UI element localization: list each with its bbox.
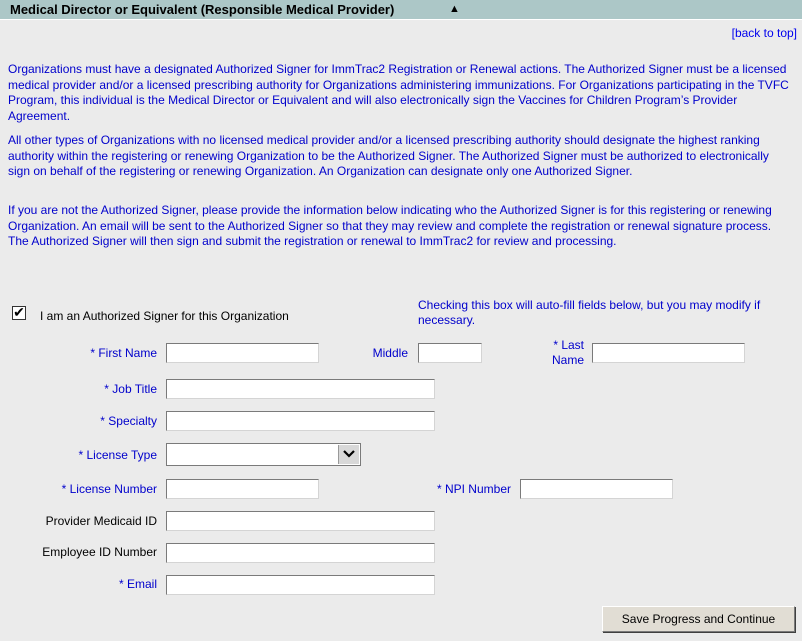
section-header — [0, 0, 802, 20]
middle-name-input[interactable] — [418, 343, 482, 363]
first-name-label: * First Name — [90, 346, 157, 360]
license-type-label: * License Type — [78, 448, 157, 462]
email-input[interactable] — [166, 575, 435, 595]
employee-id-input[interactable] — [166, 543, 435, 563]
job-title-label: * Job Title — [104, 382, 157, 396]
npi-number-label: * NPI Number — [436, 482, 511, 496]
last-name-input[interactable] — [592, 343, 745, 363]
first-name-input[interactable] — [166, 343, 319, 363]
authorized-signer-checkbox[interactable]: ✔ — [13, 304, 25, 320]
middle-name-label: Middle — [372, 346, 408, 360]
last-name-label-line1: * Last — [553, 338, 584, 352]
license-type-select[interactable] — [166, 443, 361, 466]
job-title-input[interactable] — [166, 379, 435, 399]
authorized-signer-label: I am an Authorized Signer for this Organization — [40, 309, 289, 323]
specialty-input[interactable] — [166, 411, 435, 431]
email-label: * Email — [118, 577, 157, 591]
section-title: Medical Director or Equivalent (Responsible Medical Provider) — [10, 2, 395, 17]
intro-paragraph-3: If you are not the Authorized Signer, please provide the information below indicating who the Authorized Signer is for this registering or renewing Organization. An email will be sent to the Authorized Signer so that they may review and complete the registration or renewal signature process. The Authorized Signer will then sign and submit the registration or renewal to ImmTrac2 for review and processing. — [8, 203, 772, 248]
license-number-input[interactable] — [166, 479, 319, 499]
auto-fill-note: Checking this box will auto-fill fields below, but you may modify if necessary. — [418, 298, 761, 327]
npi-number-input[interactable] — [520, 479, 673, 499]
intro-paragraph-2: All other types of Organizations with no licensed medical provider and/or a licensed prescribing authority should designate the highest ranking authority within the registering or renewing Organization to be the Authorized Signer. The Authorized Signer must be authorized to electronically sign on behalf of the registering or renewing Organization. An Organization can designate only one Authorized Signer. — [8, 133, 769, 178]
last-name-label-line2: Name — [551, 353, 584, 367]
license-number-label: * License Number — [61, 482, 157, 496]
save-progress-continue-button[interactable]: Save Progress and Continue — [602, 606, 795, 632]
employee-id-label: Employee ID Number — [42, 545, 157, 559]
specialty-label: * Specialty — [100, 414, 157, 428]
intro-paragraph-1: Organizations must have a designated Authorized Signer for ImmTrac2 Registration or Renewal actions. The Authorized Signer must be a licensed medical provider and/or a licensed prescribing authority for Organizations administering immunizations. For Organizations participating in the TVFC Program, this individual is the Medical Director or Equivalent and will also electronically sign the Vaccines for Children Program’s Provider Agreement. — [8, 62, 789, 123]
back-to-top-link[interactable]: [back to top] — [731, 26, 797, 40]
provider-medicaid-input[interactable] — [166, 511, 435, 531]
chevron-down-icon[interactable] — [338, 445, 359, 464]
provider-medicaid-label: Provider Medicaid ID — [45, 514, 157, 528]
collapse-triangle-icon[interactable]: ▲ — [449, 3, 460, 15]
